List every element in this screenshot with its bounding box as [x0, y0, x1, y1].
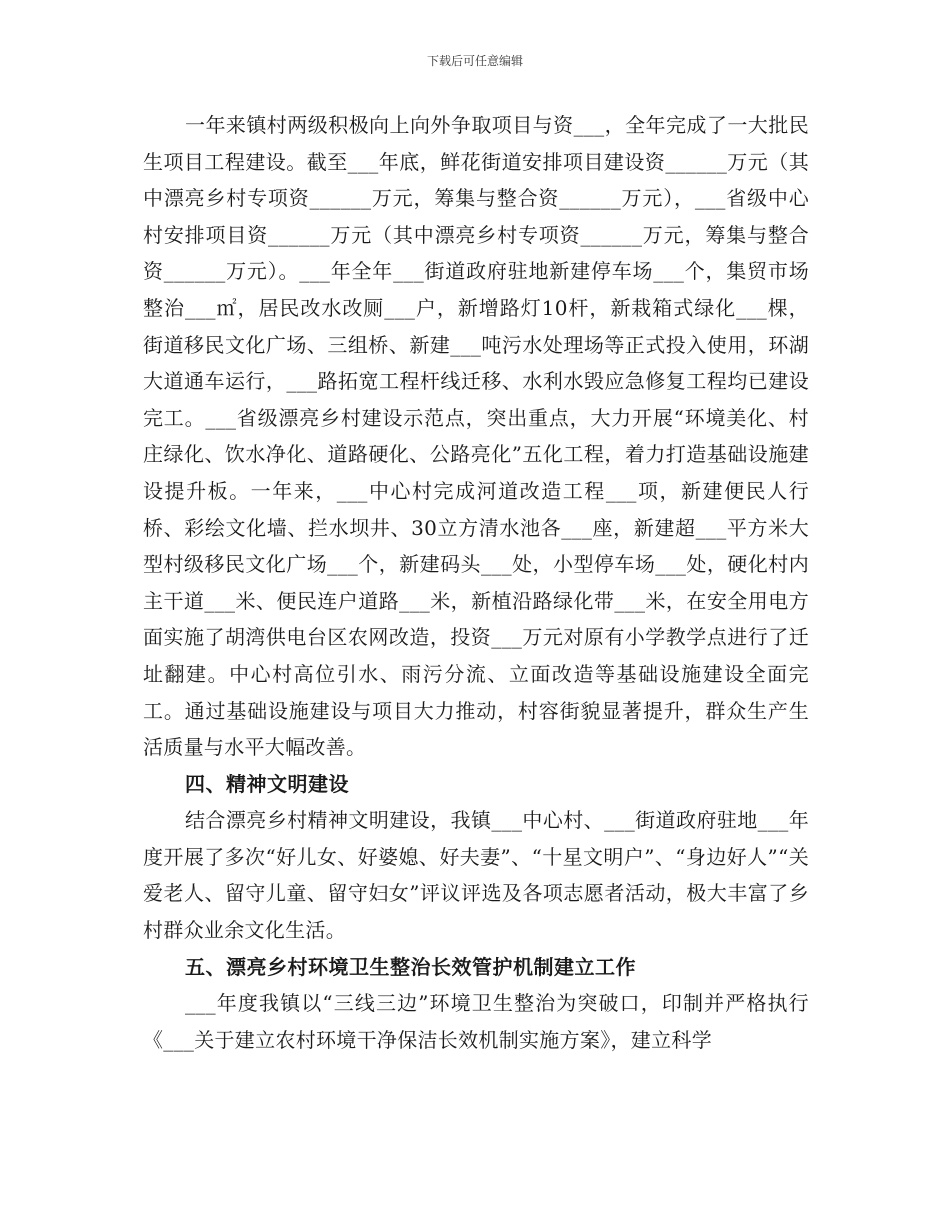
paragraph-sanitation: ___年度我镇以“三线三边”环境卫生整治为突破口，印制并严格执行《___关于建立农村环境干净保洁长效机制实施方案》，建立科学 [143, 991, 809, 1052]
page-header-note: 下载后可任意编辑 [426, 54, 523, 68]
paragraph-projects: 一年来镇村两级积极向上向外争取项目与资___，全年完成了一大批民生项目工程建设。截至___年底，鲜花街道安排项目建设资______万元（其中漂亮乡村专项资______万元，筹集与整合资______万元），___省级中心村安排项目资______万元（其中漂亮乡村专项资______万元，筹集与整合资______万元）。___年全年___街道政府驻地新建停车场___个，集贸市场整治___㎡，居民改水改厕___户，新增路灯10杆，新栽箱式绿化___棵，街道移民文化广场、三组桥、新建___吨污水处理场等正式投入使用，环湖大道通车运行，___路拓宽工程杆线迁移、水利水毁应急修复工程均已建设完工。___省级漂亮乡村建设示范点，突出重点，大力开展“环境美化、村庄绿化、饮水净化、道路硬化、公路亮化”五化工程，着力打造基础设施建设提升板。一年来，___中心村完成河道改造工程___项，新建便民人行桥、彩绘文化墙、拦水坝井、30立方清水池各___座，新建超___平方米大型村级移民文化广场___个，新建码头___处，小型停车场___处，硬化村内主干道___米、便民连户道路___米，新植沿路绿化带___米，在安全用电方面实施了胡湾供电台区农网改造，投资___万元对原有小学教学点进行了迁址翻建。中心村高位引水、雨污分流、立面改造等基础设施建设全面完工。通过基础设施建设与项目大力推动，村容街貌显著提升，群众生产生活质量与水平大幅改善。 [143, 113, 809, 760]
section-heading-sanitation-mechanism: 五、漂亮乡村环境卫生整治长效管护机制建立工作 [185, 954, 636, 979]
paragraph-spiritual-civilization: 结合漂亮乡村精神文明建设，我镇___中心村、___街道政府驻地___年度开展了多次“好儿女、好婆媳、好夫妻”、“十星文明户”、“身边好人”“关爱老人、留守儿童、留守妇女”评议评选及各项志愿者活动，极大丰富了乡村群众业余文化生活。 [143, 808, 809, 943]
document-body [143, 107, 809, 1058]
section-heading-spiritual-civilization: 四、精神文明建设 [185, 771, 349, 796]
